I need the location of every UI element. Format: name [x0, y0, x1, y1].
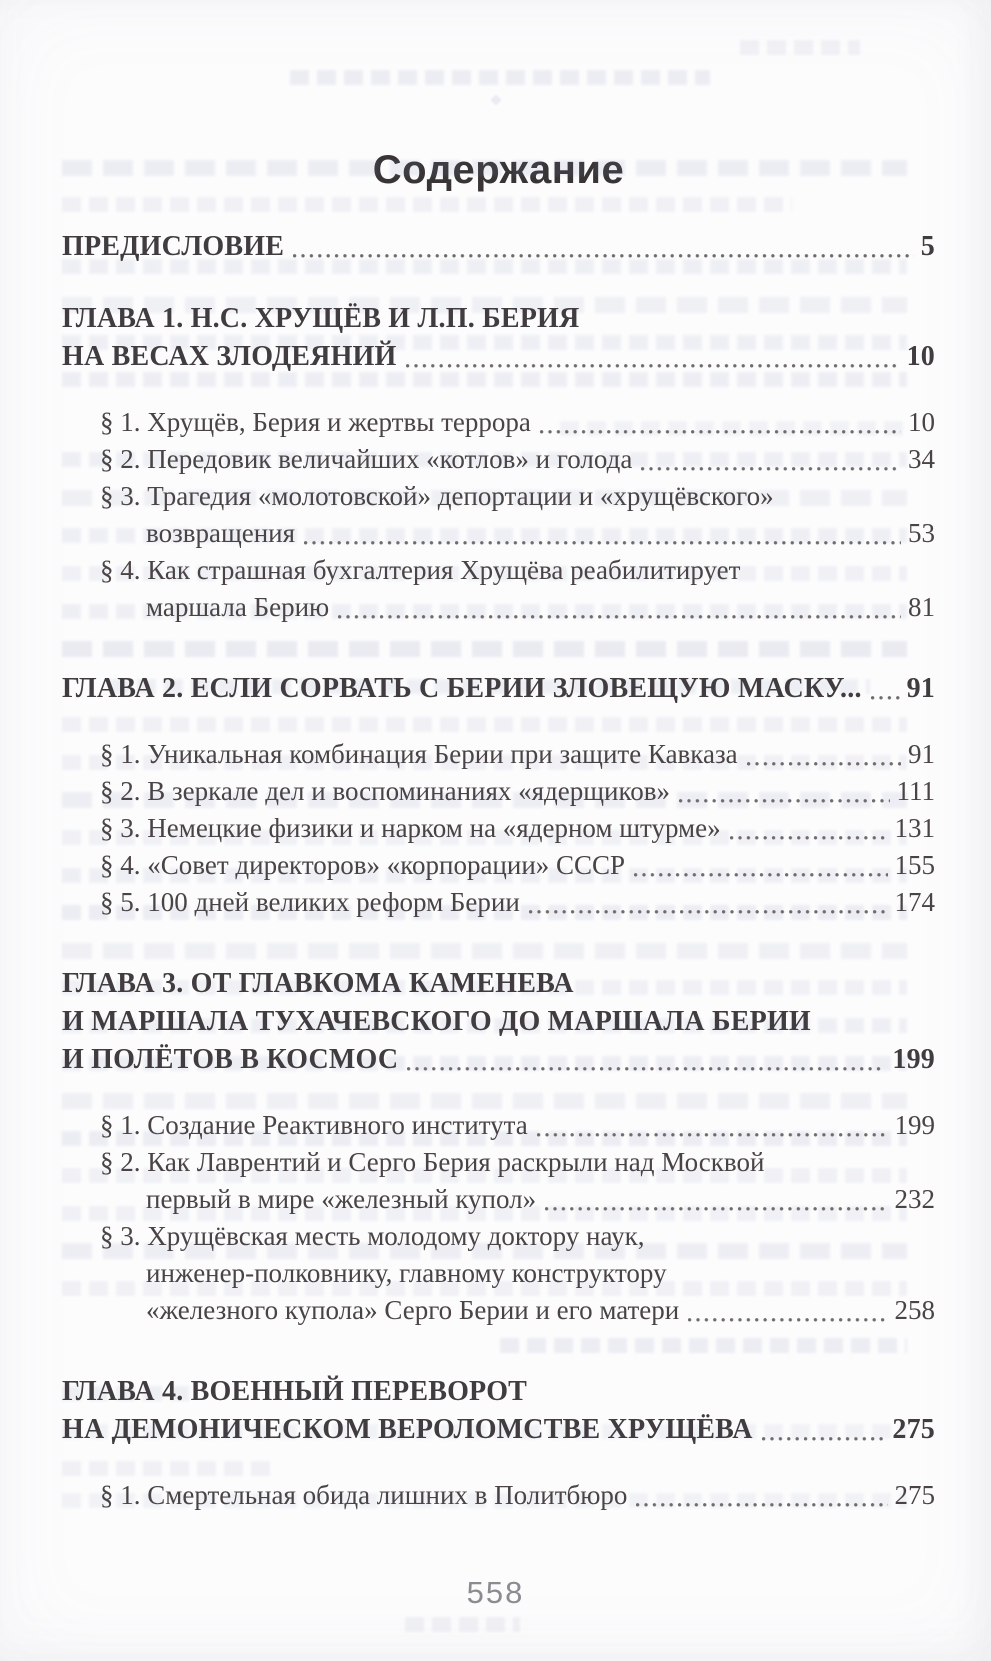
toc-entry	[62, 1477, 935, 1514]
toc-entry-line	[62, 1218, 935, 1255]
bleed-through-mark	[290, 70, 710, 85]
toc-entry-line	[62, 1292, 935, 1329]
toc-entry-text: § 4. «Совет директоров» «корпорации» СССР	[100, 850, 626, 880]
toc-entry-line	[62, 1041, 935, 1079]
toc-entry-page: 174	[894, 887, 935, 917]
toc-entry-text: ГЛАВА 1. Н.С. ХРУЩЁВ И Л.П. БЕРИЯ	[62, 303, 580, 334]
dot-leader	[398, 1041, 892, 1079]
toc-entry-line	[62, 847, 935, 884]
dot-leader	[625, 847, 894, 884]
toc-entry-line	[62, 478, 935, 515]
toc-entry	[62, 1107, 935, 1144]
toc-entry-text: § 3. Трагедия «молотовской» депортации и «хрущёвского»	[100, 481, 774, 511]
toc-entry-line	[62, 1411, 935, 1449]
toc-entry	[62, 884, 935, 921]
dot-leader	[531, 404, 908, 441]
toc-entry	[62, 810, 935, 847]
toc-entry-page: 34	[908, 444, 935, 474]
toc-entry-text: § 4. Как страшная бухгалтерия Хрущёва реабилитирует	[100, 555, 741, 585]
toc-entry-text: ПРЕДИСЛОВИЕ	[62, 231, 285, 262]
toc-entry	[62, 300, 935, 376]
toc-entry-page: 131	[894, 813, 935, 843]
toc-entry-line	[62, 1107, 935, 1144]
dot-leader	[284, 228, 921, 266]
toc-entry-page: 111	[896, 776, 935, 806]
toc-entry-line	[62, 228, 935, 266]
toc-entry-line	[62, 884, 935, 921]
dot-leader	[528, 1107, 895, 1144]
dot-leader	[520, 884, 895, 921]
toc-entry-text: маршала Берию	[146, 592, 330, 622]
dot-leader	[632, 441, 908, 478]
toc-entry-line	[62, 552, 935, 589]
dot-leader	[397, 338, 907, 376]
toc-entry-text: НА ВЕСАХ ЗЛОДЕЯНИЙ	[62, 341, 397, 372]
page-number: 558	[466, 1575, 525, 1610]
toc-entry-text: ГЛАВА 4. ВОЕННЫЙ ПЕРЕВОРОТ	[62, 1376, 528, 1407]
toc-entry-text: § 3. Немецкие физики и нарком на «ядерном штурме»	[100, 813, 721, 843]
toc-entry-line	[62, 965, 935, 1003]
toc-entry-line	[62, 810, 935, 847]
toc-entry-line	[62, 338, 935, 376]
toc-entry-text: § 1. Создание Реактивного института	[100, 1110, 528, 1140]
toc-entry	[62, 1373, 935, 1449]
toc-entry-text: «железного купола» Серго Берии и его матери	[146, 1295, 680, 1325]
bleed-through-mark	[405, 1617, 520, 1632]
toc-entry	[62, 478, 935, 552]
toc-entry-page: 232	[894, 1184, 935, 1214]
toc-entry-page: 10	[906, 341, 935, 372]
toc-entry-line	[62, 589, 935, 626]
toc-entry	[62, 773, 935, 810]
toc-entry-line	[62, 736, 935, 773]
toc-entry	[62, 965, 935, 1079]
toc-entry-text: § 1. Хрущёв, Берия и жертвы террора	[100, 407, 531, 437]
toc-entry	[62, 228, 935, 266]
toc-entry-line	[62, 441, 935, 478]
toc-entry-line	[62, 1477, 935, 1514]
dot-leader	[738, 736, 908, 773]
dot-leader	[862, 670, 907, 708]
toc-entry-page: 91	[908, 739, 935, 769]
toc-entry-page: 10	[908, 407, 935, 437]
toc-entry	[62, 736, 935, 773]
page-title: Содержание	[372, 148, 625, 192]
toc-entry-text: инженер-полковнику, главному конструктору	[146, 1258, 667, 1288]
toc-entry-line	[62, 515, 935, 552]
dot-leader	[536, 1181, 894, 1218]
dot-leader	[295, 515, 908, 552]
toc-entry-line	[62, 773, 935, 810]
toc-entry-text: первый в мире «железный купол»	[146, 1184, 537, 1214]
toc-entry-text: § 1. Смертельная обида лишних в Политбюро	[100, 1480, 628, 1510]
toc-entry	[62, 441, 935, 478]
toc-entry-text: § 1. Уникальная комбинация Берии при защите Кавказа	[100, 739, 738, 769]
toc-entry	[62, 1218, 935, 1329]
dot-leader	[670, 773, 896, 810]
toc-entry-text: НА ДЕМОНИЧЕСКОМ ВЕРОЛОМСТВЕ ХРУЩЁВА	[62, 1414, 753, 1445]
toc-entry	[62, 847, 935, 884]
toc-entry-page: 275	[892, 1414, 935, 1445]
toc-entry-text: И МАРШАЛА ТУХАЧЕВСКОГО ДО МАРШАЛА БЕРИИ	[62, 1006, 811, 1037]
toc-entry-line	[62, 1255, 935, 1292]
toc-entry-text: ГЛАВА 3. ОТ ГЛАВКОМА КАМЕНЕВА	[62, 968, 574, 999]
toc-entry	[62, 404, 935, 441]
toc-entry-text: И ПОЛЁТОВ В КОСМОС	[62, 1044, 399, 1075]
toc-entry-line	[62, 300, 935, 338]
bleed-through-mark	[62, 197, 792, 212]
toc-entry-page: 53	[908, 518, 935, 548]
toc-entry-page: 81	[908, 592, 935, 622]
toc-entry-line	[62, 1181, 935, 1218]
toc-entry	[62, 552, 935, 626]
toc-entry-text: возвращения	[146, 518, 296, 548]
toc-entry-line	[62, 1003, 935, 1041]
toc-entry-line	[62, 670, 935, 708]
bleed-through-mark	[740, 40, 860, 55]
table-of-contents	[62, 228, 935, 1514]
toc-entry-page: 199	[894, 1110, 935, 1140]
dot-leader	[721, 810, 895, 847]
bleed-through-mark	[490, 94, 501, 105]
toc-entry-page: 155	[894, 850, 935, 880]
toc-entry-page: 258	[894, 1295, 935, 1325]
toc-entry-page: 199	[892, 1044, 935, 1075]
toc-entry-text: § 3. Хрущёвская месть молодому доктору наук,	[100, 1221, 645, 1251]
toc-entry-page: 5	[920, 231, 935, 262]
toc-entry	[62, 670, 935, 708]
toc-entry-page: 91	[906, 673, 935, 704]
toc-entry-text: § 2. Передовик величайших «котлов» и голода	[100, 444, 633, 474]
dot-leader	[753, 1411, 893, 1449]
toc-entry-line	[62, 1144, 935, 1181]
toc-entry-text: ГЛАВА 2. ЕСЛИ СОРВАТЬ С БЕРИИ ЗЛОВЕЩУЮ МАСКУ...	[62, 673, 862, 704]
toc-entry-line	[62, 404, 935, 441]
toc-entry-text: § 2. В зеркале дел и воспоминаниях «ядерщиков»	[100, 776, 671, 806]
dot-leader	[329, 589, 908, 626]
toc-entry-text: § 2. Как Лаврентий и Серго Берия раскрыли над Москвой	[100, 1147, 765, 1177]
toc-entry-page: 275	[894, 1480, 935, 1510]
toc-entry	[62, 1144, 935, 1218]
dot-leader	[679, 1292, 894, 1329]
toc-entry-line	[62, 1373, 935, 1411]
dot-leader	[627, 1477, 894, 1514]
toc-entry-text: § 5. 100 дней великих реформ Берии	[100, 887, 520, 917]
